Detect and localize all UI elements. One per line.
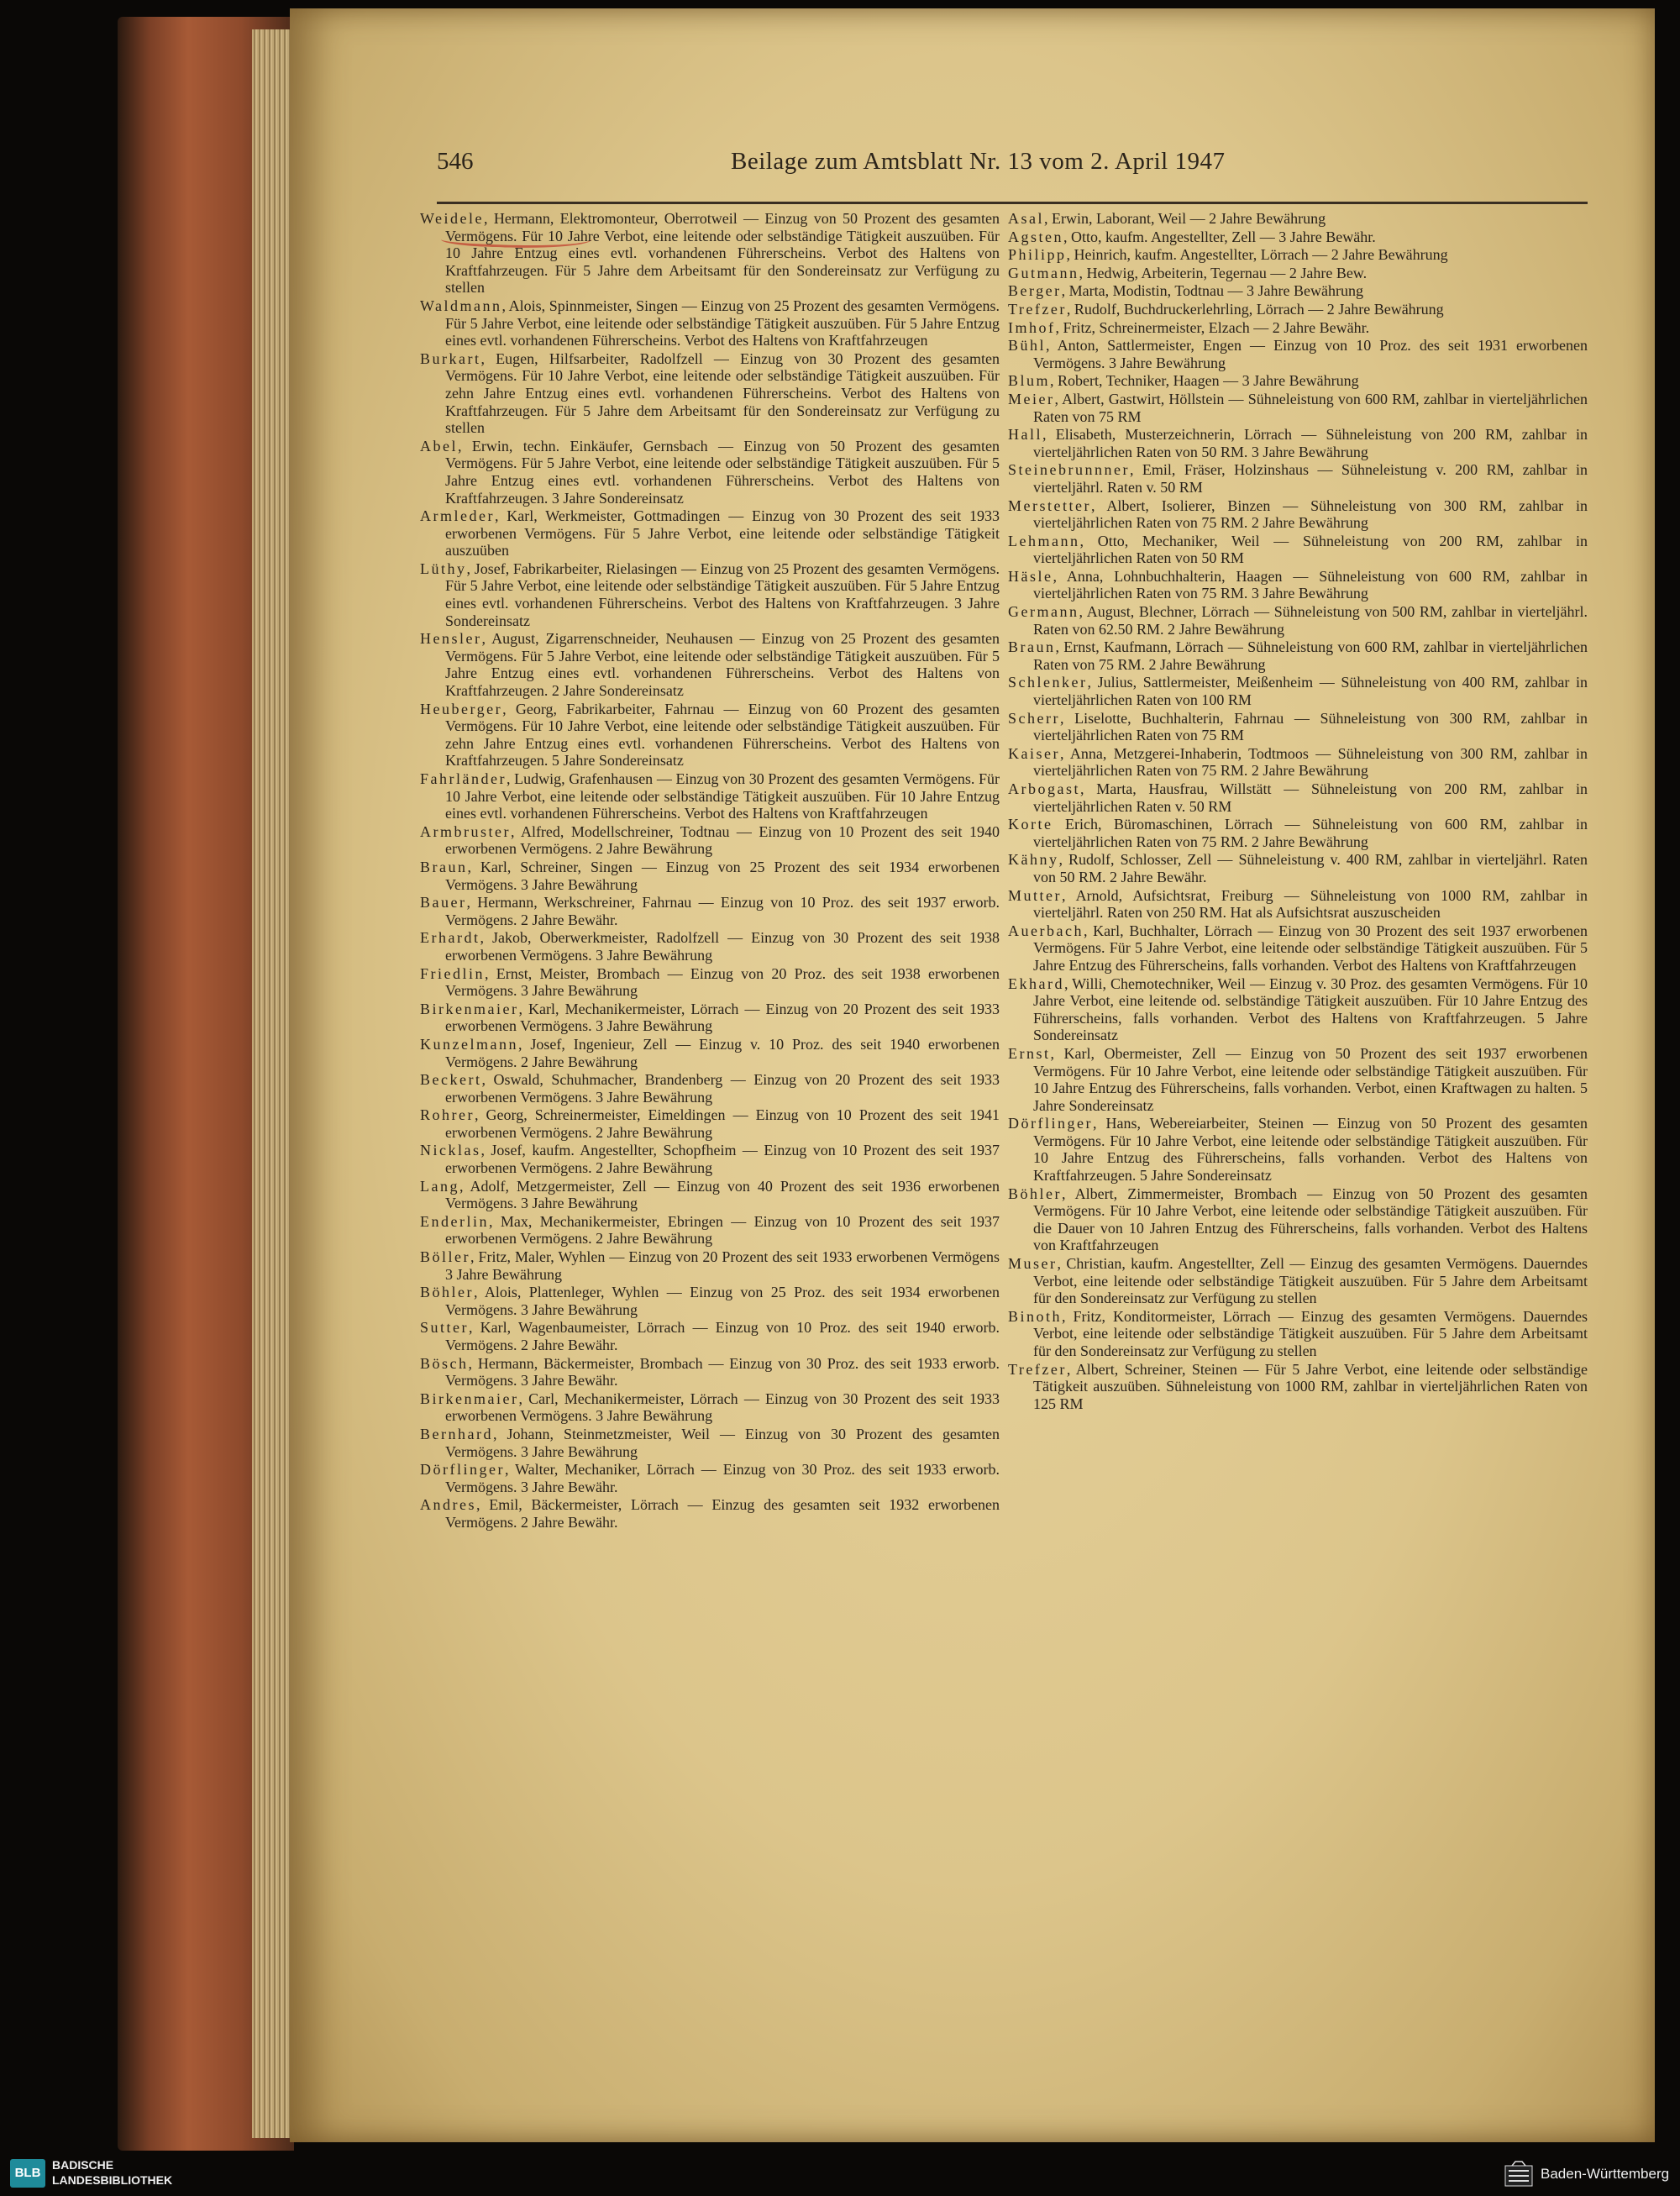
entry-name: Korte xyxy=(1008,816,1053,833)
entry-text: , Marta, Hausfrau, Willstätt — Sühneleistung von 200 RM, zahlbar in vierteljährlichen Raten v. 50 RM xyxy=(1033,780,1588,815)
entry-text: , Georg, Fabrikarbeiter, Fahrnau — Einzug von 60 Prozent des gesamten Vermögens. Für 10 Jahre Verbot, eine leitende oder selbständige Tätigkeit auszuüben. Für zehn Jahre Entzug eines evtl. vorhandenen Führerscheins. Verbot des Haltens von Kraftfahrzeugen. 5 Jahre Sondereinsatz xyxy=(445,700,1000,770)
page-header xyxy=(437,148,1655,181)
entry-text: , Otto, kaufm. Angestellter, Zell — 3 Jahre Bewähr. xyxy=(1063,228,1376,245)
entry-text: , Ernst, Kaufmann, Lörrach — Sühneleistung von 600 RM, zahlbar in vierteljährlichen Raten von 75 RM. 2 Jahre Bewährung xyxy=(1033,638,1588,673)
entry-name: Ernst xyxy=(1008,1044,1051,1062)
entry-name: Merstetter xyxy=(1008,496,1091,514)
entry-name: Bernhard xyxy=(420,1425,493,1442)
list-item xyxy=(420,929,1000,964)
entry-name: Andres xyxy=(420,1496,476,1514)
blb-logo: BLB xyxy=(10,2159,45,2188)
entry-text: , Karl, Obermeister, Zell — Einzug von 50 Prozent des seit 1937 erworbenen Vermögens. Für 10 Jahre Verbot, eine leitende oder selbständige Tätigkeit auszuüben. Für 10 Jahre Entzug des Führerscheins, falls vorhanden. Verbot, einen Kraftwagen zu halten. 5 Jahre Sondereinsatz xyxy=(1033,1044,1588,1114)
library-name-line1: BADISCHE xyxy=(52,2158,114,2172)
entry-text: , Karl, Schreiner, Singen — Einzug von 25 Prozent des seit 1934 erworbenen Vermögens. 3 Jahre Bewährung xyxy=(445,858,1000,893)
list-item xyxy=(1008,337,1588,371)
entry-text: , Marta, Modistin, Todtnau — 3 Jahre Bewährung xyxy=(1061,282,1364,300)
list-item xyxy=(420,770,1000,822)
list-item xyxy=(420,965,1000,1000)
entry-name: Agsten xyxy=(1008,228,1063,245)
entry-name: Blum xyxy=(1008,372,1051,390)
entry-text: , Georg, Schreinermeister, Eimeldingen — Einzug von 10 Prozent des seit 1941 erworbenen Vermögens. 2 Jahre Bewährung xyxy=(445,1106,1000,1141)
list-item xyxy=(420,1213,1000,1248)
entry-name: Meier xyxy=(1008,390,1055,407)
entry-text: , Carl, Mechanikermeister, Lörrach — Einzug von 30 Prozent des seit 1933 erworbenen Vermögens. 3 Jahre Bewährung xyxy=(445,1390,1000,1425)
entry-name: Germann xyxy=(1008,603,1079,621)
entry-text: , Josef, kaufm. Angestellter, Schopfheim — Einzug von 10 Prozent des seit 1937 erworbenen Vermögens. 2 Jahre Bewährung xyxy=(445,1142,1000,1177)
entry-text: , Karl, Wagenbaumeister, Lörrach — Einzug von 10 Proz. des seit 1940 erworb. Vermögens. 2 Jahre Bewähr. xyxy=(445,1319,1000,1353)
entry-text: , Hermann, Werkschreiner, Fahrnau — Einzug von 10 Proz. des seit 1937 erworb. Vermögens. 2 Jahre Bewähr. xyxy=(445,894,1000,928)
entry-text: , Robert, Techniker, Haagen — 3 Jahre Bewährung xyxy=(1050,372,1359,390)
entry-text: , Liselotte, Buchhalterin, Fahrnau — Sühneleistung von 300 RM, zahlbar in vierteljährlichen Raten von 75 RM xyxy=(1033,709,1588,744)
entry-text: , Anna, Metzgerei-Inhaberin, Todtmoos — Sühneleistung von 300 RM, zahlbar in vierteljährlichen Raten von 75 RM. 2 Jahre Bewährung xyxy=(1033,744,1588,780)
list-item xyxy=(1008,497,1588,532)
entry-name: Auerbach xyxy=(1008,922,1084,939)
entry-text: , Ludwig, Grafenhausen — Einzug von 30 Prozent des gesamten Vermögens. Für 10 Jahre Verbot, eine leitende oder selbständige Tätigkeit auszuüben. Für 10 Jahre Entzug eines evtl. vorhandenen Führerscheins. Verbot des Haltens von Kraftfahrzeugen xyxy=(445,770,1000,822)
entry-name: Lüthy xyxy=(420,560,467,577)
header-rule xyxy=(437,202,1588,204)
list-item xyxy=(1008,246,1588,264)
entry-text: , Karl, Werkmeister, Gottmadingen — Einzug von 30 Prozent des seit 1933 erworbenen Vermögens. Für 5 Jahre Verbot, eine leitende oder selbständige Tätigkeit auszuüben xyxy=(445,507,1000,560)
entry-name: Scherr xyxy=(1008,709,1060,727)
list-item xyxy=(1008,1361,1588,1413)
entry-name: Rohrer xyxy=(420,1106,475,1124)
entry-text: , Anna, Lohnbuchhalterin, Haagen — Sühneleistung von 600 RM, zahlbar in vierteljährlichen Raten von 75 RM. 3 Jahre Bewährung xyxy=(1033,567,1588,602)
list-item xyxy=(420,1248,1000,1283)
list-item xyxy=(1008,1115,1588,1184)
list-item xyxy=(420,1071,1000,1106)
entry-text: Erich, Büromaschinen, Lörrach — Sühneleistung von 600 RM, zahlbar in vierteljährlichen Raten von 75 RM. 2 Jahre Bewährung xyxy=(1033,816,1588,850)
entry-name: Philipp xyxy=(1008,246,1067,264)
entry-name: Fahrländer xyxy=(420,770,507,787)
list-item xyxy=(420,1178,1000,1212)
list-item xyxy=(1008,568,1588,602)
library-name-line2: LANDESBIBLIOTHEK xyxy=(52,2173,173,2187)
entry-text: , Heinrich, kaufm. Angestellter, Lörrach — 2 Jahre Bewährung xyxy=(1066,246,1448,264)
list-item xyxy=(1008,1185,1588,1254)
list-item xyxy=(420,1390,1000,1425)
entry-text: , Eugen, Hilfsarbeiter, Radolfzell — Einzug von 30 Prozent des gesamten Vermögens. Für 10 Jahre Verbot, eine leitende oder selbständige Tätigkeit auszuüben. Für zehn Jahre Entzug eines evtl. vorhandenen Führerscheins. Verbot des Haltens von Kraftfahrzeugen. Für 5 Jahre dem Arbeitsamt für den Sondereinsatz zur Verfügung zu stellen xyxy=(445,349,1000,437)
entry-text: , Jakob, Oberwerkmeister, Radolfzell — Einzug von 30 Prozent des seit 1938 erworbenen Vermögens. 3 Jahre Bewährung xyxy=(445,929,1000,964)
entry-name: Braun xyxy=(420,858,468,875)
list-item xyxy=(420,1001,1000,1035)
list-item xyxy=(1008,1045,1588,1114)
entry-name: Gutmann xyxy=(1008,264,1079,281)
list-item xyxy=(420,1496,1000,1531)
list-item xyxy=(1008,210,1588,228)
entry-name: Ekhard xyxy=(1008,975,1064,992)
entry-name: Burkart xyxy=(420,349,481,367)
entry-name: Erhardt xyxy=(420,929,480,947)
entry-text: , Willi, Chemotechniker, Weil — Einzug v. 30 Proz. des gesamten Vermögens. Für 10 Jahre Verbot, eine leitende od. selbständige Tätigkeit auszuüben. Für 10 Jahre Entzug des Führerscheins, falls vorhanden. Verbot des Haltens von Kraftfahrzeugen. 5 Jahre Sondereinsatz xyxy=(1033,975,1588,1044)
entry-name: Birkenmaier xyxy=(420,1390,519,1407)
list-item xyxy=(420,1284,1000,1318)
entry-text: , Alois, Spinnmeister, Singen — Einzug von 25 Prozent des gesamten Vermögens. Für 5 Jahre Verbot, eine leitende oder selbständige Tätigkeit auszuüben. Für 5 Jahre Entzug eines evtl. vorhandenen Führerscheins. Verbot des Haltens von Kraftfahrzeugen xyxy=(445,297,1000,349)
list-item xyxy=(1008,1308,1588,1360)
entry-text: , Hans, Webereiarbeiter, Steinen — Einzug von 50 Prozent des gesamten Vermögens. Für 10 Jahre Verbot, eine leitende oder selbständige Tätigkeit auszuüben. Für 10 Jahre Entzug des Führerscheins, falls vorhanden. Verbot des Haltens von Kraftfahrzeugen. 5 Jahre Sondereinsatz xyxy=(1033,1115,1588,1185)
list-item xyxy=(1008,426,1588,460)
entry-name: Schlenker xyxy=(1008,674,1088,691)
entry-text: , Otto, Mechaniker, Weil — Sühneleistung von 200 RM, zahlbar in vierteljährlichen Raten von 50 RM xyxy=(1033,532,1588,567)
library-name xyxy=(52,2157,172,2188)
entry-text: , Josef, Ingenieur, Zell — Einzug v. 10 Proz. des seit 1940 erworbenen Vermögens. 2 Jahre Bewährung xyxy=(445,1035,1000,1070)
entry-name: Häsle xyxy=(1008,567,1053,585)
list-item xyxy=(420,1355,1000,1390)
list-item xyxy=(1008,710,1588,744)
list-item xyxy=(420,1142,1000,1176)
entry-name: Armleder xyxy=(420,507,495,525)
list-item xyxy=(420,350,1000,437)
entry-text: , August, Blechner, Lörrach — Sühneleistung von 500 RM, zahlbar in vierteljährl. Raten von 62.50 RM. 2 Jahre Bewährung xyxy=(1033,603,1588,638)
entry-name: Dörflinger xyxy=(420,1461,505,1479)
list-item xyxy=(420,507,1000,560)
entry-text: , Elisabeth, Musterzeichnerin, Lörrach — Sühneleistung von 200 RM, zahlbar in vierteljährlichen Raten von 50 RM. 3 Jahre Bewährung xyxy=(1033,426,1588,460)
entry-name: Trefzer xyxy=(1008,1360,1067,1378)
list-item xyxy=(1008,372,1588,390)
list-item xyxy=(1008,229,1588,246)
list-item xyxy=(1008,461,1588,496)
entry-name: Lang xyxy=(420,1177,459,1195)
list-item xyxy=(1008,975,1588,1044)
list-item xyxy=(420,438,1000,507)
entry-name: Armbruster xyxy=(420,822,511,840)
list-item xyxy=(1008,780,1588,815)
entry-name: Mutter xyxy=(1008,886,1062,904)
entry-text: , Albert, Gastwirt, Höllstein — Sühneleistung von 600 RM, zahlbar in vierteljährlichen Raten von 75 RM xyxy=(1033,390,1588,425)
entry-text: , Erwin, techn. Einkäufer, Gernsbach — Einzug von 50 Prozent des gesamten Vermögens. Für 5 Jahre Verbot, eine leitende oder selbständige Tätigkeit auszuüben. Für 5 Jahre Entzug eines evtl. vorhandenen Führerscheins. Verbot des Haltens von Kraftfahrzeugen. 3 Jahre Sondereinsatz xyxy=(445,437,1000,507)
list-item xyxy=(1008,1255,1588,1307)
list-item xyxy=(420,560,1000,629)
list-item xyxy=(420,1319,1000,1353)
list-item xyxy=(1008,391,1588,425)
list-item xyxy=(1008,319,1588,337)
list-item xyxy=(1008,301,1588,318)
list-item xyxy=(1008,922,1588,975)
list-item xyxy=(420,701,1000,770)
list-item xyxy=(420,1036,1000,1070)
footer-bar xyxy=(0,2151,1680,2196)
list-item xyxy=(420,1461,1000,1495)
entry-name: Weidele xyxy=(420,210,485,227)
entry-name: Muser xyxy=(1008,1255,1058,1273)
list-item xyxy=(1008,674,1588,708)
entry-name: Böhler xyxy=(420,1284,474,1301)
list-item xyxy=(420,1106,1000,1141)
entry-text: , Johann, Steinmetzmeister, Weil — Einzug von 30 Prozent des gesamten Vermögens. 3 Jahre Bewährung xyxy=(445,1425,1000,1460)
state-name: Baden-Württemberg xyxy=(1541,2166,1670,2182)
list-item xyxy=(1008,265,1588,282)
entry-name: Nicklas xyxy=(420,1142,481,1159)
list-item xyxy=(420,823,1000,858)
entry-name: Beckert xyxy=(420,1071,482,1089)
list-item xyxy=(1008,533,1588,567)
entry-text: , Arnold, Aufsichtsrat, Freiburg — Sühneleistung von 1000 RM, zahlbar in vierteljährl. Raten von 250 RM. Hat als Aufsichtsrat auszuscheiden xyxy=(1033,886,1588,922)
entry-text: , Julius, Sattlermeister, Meißenheim — Sühneleistung von 400 RM, zahlbar in vierteljährlichen Raten von 100 RM xyxy=(1033,674,1588,709)
entry-name: Bühl xyxy=(1008,337,1047,355)
left-column xyxy=(420,210,1000,1532)
entry-text: , Rudolf, Buchdruckerlehrling, Lörrach — 2 Jahre Bewährung xyxy=(1066,300,1444,318)
list-item xyxy=(420,630,1000,699)
entry-name: Braun xyxy=(1008,638,1056,656)
entry-name: Waldmann xyxy=(420,297,502,314)
entry-text: , Albert, Schreiner, Steinen — Für 5 Jahre Verbot, eine leitende oder selbständige Tätigkeit auszuüben. Sühneleistung von 1000 RM, zahlbar in vierteljährlichen Raten von 125 RM xyxy=(1033,1360,1588,1412)
page-number: 546 xyxy=(437,148,474,175)
entry-text: , Adolf, Metzgermeister, Zell — Einzug von 40 Prozent des seit 1936 erworbenen Vermögens. 3 Jahre Bewährung xyxy=(445,1177,1000,1212)
entry-text: , Karl, Mechanikermeister, Lörrach — Einzug von 20 Prozent des seit 1933 erworbenen Vermögens. 3 Jahre Bewährung xyxy=(445,1000,1000,1035)
entry-name: Friedlin xyxy=(420,964,485,982)
entry-name: Böller xyxy=(420,1248,470,1266)
coat-of-arms-icon xyxy=(1504,2161,1534,2188)
list-item xyxy=(1008,745,1588,780)
list-item xyxy=(420,210,1000,297)
list-item xyxy=(420,894,1000,928)
list-item xyxy=(420,1426,1000,1460)
entry-name: Bösch xyxy=(420,1354,469,1372)
entry-text: , Albert, Zimmermeister, Brombach — Einzug von 50 Prozent des gesamten Vermögens. Für 10 Jahre Verbot, eine leitende oder selbständige Tätigkeit auszuüben. Für die Dauer von 10 Jahren Entzug des Führerscheins, falls vorhanden. Verbot des Haltens von Kraftfahrzeugen xyxy=(1033,1185,1588,1254)
entry-name: Kähny xyxy=(1008,851,1059,869)
entry-name: Kaiser xyxy=(1008,744,1060,762)
entry-text: , Emil, Bäckermeister, Lörrach — Einzug des gesamten seit 1932 erworbenen Vermögens. 2 Jahre Bewähr. xyxy=(445,1496,1000,1531)
entry-text: , August, Zigarrenschneider, Neuhausen — Einzug von 25 Prozent des gesamten Vermögens. Für 5 Jahre Verbot, eine leitende oder selbständige Tätigkeit auszuüben. Für 5 Jahre Entzug eines evtl. vorhandenen Führerscheins. Verbot des Haltens von Kraftfahrzeugen. 2 Jahre Sondereinsatz xyxy=(445,630,1000,700)
page-title: Beilage zum Amtsblatt Nr. 13 vom 2. April 1947 xyxy=(731,148,1226,175)
entry-name: Asal xyxy=(1008,210,1044,227)
entry-name: Dörflinger xyxy=(1008,1115,1093,1132)
list-item xyxy=(420,297,1000,349)
entry-text: , Rudolf, Schlosser, Zell — Sühneleistung v. 400 RM, zahlbar in vierteljährl. Raten von 50 RM. 2 Jahre Bewähr. xyxy=(1033,851,1588,885)
entry-text: , Erwin, Laborant, Weil — 2 Jahre Bewährung xyxy=(1044,210,1326,227)
entry-name: Imhof xyxy=(1008,318,1056,336)
list-item xyxy=(420,859,1000,893)
entry-text: , Albert, Isolierer, Binzen — Sühneleistung von 300 RM, zahlbar in vierteljährlichen Raten von 75 RM. 2 Jahre Bewährung xyxy=(1033,496,1588,532)
entry-text: , Max, Mechanikermeister, Ebringen — Einzug von 10 Prozent des seit 1937 erworbenen Vermögens. 2 Jahre Bewährung xyxy=(445,1212,1000,1248)
entry-name: Böhler xyxy=(1008,1185,1062,1202)
entry-text: , Alfred, Modellschreiner, Todtnau — Einzug von 10 Prozent des seit 1940 erworbenen Vermögens. 2 Jahre Bewährung xyxy=(445,822,1000,858)
list-item xyxy=(1008,282,1588,300)
entry-text: , Emil, Fräser, Holzinshaus — Sühneleistung v. 200 RM, zahlbar in vierteljährl. Raten v. 50 RM xyxy=(1033,461,1588,496)
entry-name: Hall xyxy=(1008,426,1042,444)
entry-name: Berger xyxy=(1008,282,1062,300)
list-item xyxy=(1008,638,1588,673)
entry-name: Kunzelmann xyxy=(420,1035,518,1053)
entry-text: , Fritz, Konditormeister, Lörrach — Einzug des gesamten Vermögens. Dauerndes Verbot, eine leitende oder selbständige Tätigkeit auszuüben. Für 5 Jahre dem Arbeitsamt für den Sondereinsatz zur Verfügung zu stellen xyxy=(1033,1307,1588,1359)
right-column xyxy=(1008,210,1588,1413)
entry-text: , Oswald, Schuhmacher, Brandenberg — Einzug von 20 Prozent des seit 1933 erworbenen Vermögens. 3 Jahre Bewährung xyxy=(445,1071,1000,1106)
entry-name: Heuberger xyxy=(420,700,503,717)
list-item xyxy=(1008,603,1588,638)
entry-name: Steinebrunnner xyxy=(1008,461,1130,479)
entry-text: , Josef, Fabrikarbeiter, Rielasingen — Einzug von 25 Prozent des gesamten Vermögens. Für 5 Jahre Verbot, eine leitende oder selbständige Tätigkeit auszuüben. Für 5 Jahre Entzug eines evtl. vorhandenen Führerscheins. Verbot des Haltens von Kraftfahrzeugen. 3 Jahre Sondereinsatz xyxy=(445,560,1000,629)
entry-text: , Alois, Plattenleger, Wyhlen — Einzug von 25 Proz. des seit 1934 erworbenen Vermögens. 3 Jahre Bewährung xyxy=(445,1284,1000,1318)
entry-name: Abel xyxy=(420,437,458,454)
list-item xyxy=(1008,851,1588,885)
entry-name: Lehmann xyxy=(1008,532,1080,549)
entry-text: , Fritz, Schreinermeister, Elzach — 2 Jahre Bewähr. xyxy=(1055,318,1370,336)
list-item xyxy=(1008,887,1588,922)
entry-text: , Anton, Sattlermeister, Engen — Einzug von 10 Proz. des seit 1931 erworbenen Vermögens. 3 Jahre Bewährung xyxy=(1033,337,1588,371)
entry-name: Enderlin xyxy=(420,1212,489,1230)
entry-text: , Hermann, Bäckermeister, Brombach — Einzug von 30 Proz. des seit 1933 erworb. Vermögens. 3 Jahre Bewähr. xyxy=(445,1354,1000,1390)
entry-name: Arbogast xyxy=(1008,780,1080,797)
entry-name: Birkenmaier xyxy=(420,1000,519,1017)
list-item xyxy=(1008,816,1588,850)
entry-name: Binoth xyxy=(1008,1307,1063,1325)
entry-name: Sutter xyxy=(420,1319,469,1337)
entry-text: , Hermann, Elektromonteur, Oberrotweil — Einzug von 50 Prozent des gesamten Vermögens. Für 10 Jahre Verbot, eine leitende oder selbständige Tätigkeit auszuüben. Für 10 Jahre Entzug eines evtl. vorhandenen Führerscheins. Verbot des Haltens von Kraftfahrzeugen. Für 5 Jahre dem Arbeitsamt für den Sondereinsatz zur Verfügung zu stellen xyxy=(445,210,1000,297)
entry-text: , Hedwig, Arbeiterin, Tegernau — 2 Jahre Bew. xyxy=(1079,264,1368,281)
entry-name: Hensler xyxy=(420,630,482,648)
entry-name: Bauer xyxy=(420,894,467,911)
entry-name: Trefzer xyxy=(1008,300,1067,318)
entry-text: , Christian, kaufm. Angestellter, Zell — Einzug des gesamten Vermögens. Dauerndes Verbot, eine leitende oder selbständige Tätigkeit auszuüben. Für 5 Jahre dem Arbeitsamt für den Sondereinsatz zur Verfügung zu stellen xyxy=(1033,1255,1588,1307)
entry-text: , Ernst, Meister, Brombach — Einzug von 20 Proz. des seit 1938 erworbenen Vermögens. 3 Jahre Bewährung xyxy=(445,964,1000,1000)
entry-text: , Karl, Buchhalter, Lörrach — Einzug von 30 Prozent des seit 1937 erworbenen Vermögens. Für 5 Jahre Verbot, eine leitende oder selbständige Tätigkeit auszuüben. Für 5 Jahre Entzug des Führerscheins, falls vorhanden. Verbot des Haltens von Kraftfahrzeugen xyxy=(1033,922,1588,974)
entry-text: , Walter, Mechaniker, Lörrach — Einzug von 30 Proz. des seit 1933 erworb. Vermögens. 3 Jahre Bewähr. xyxy=(445,1461,1000,1495)
entry-text: , Fritz, Maler, Wyhlen — Einzug von 20 Prozent des seit 1933 erworbenen Vermögens 3 Jahre Bewährung xyxy=(445,1248,1000,1283)
